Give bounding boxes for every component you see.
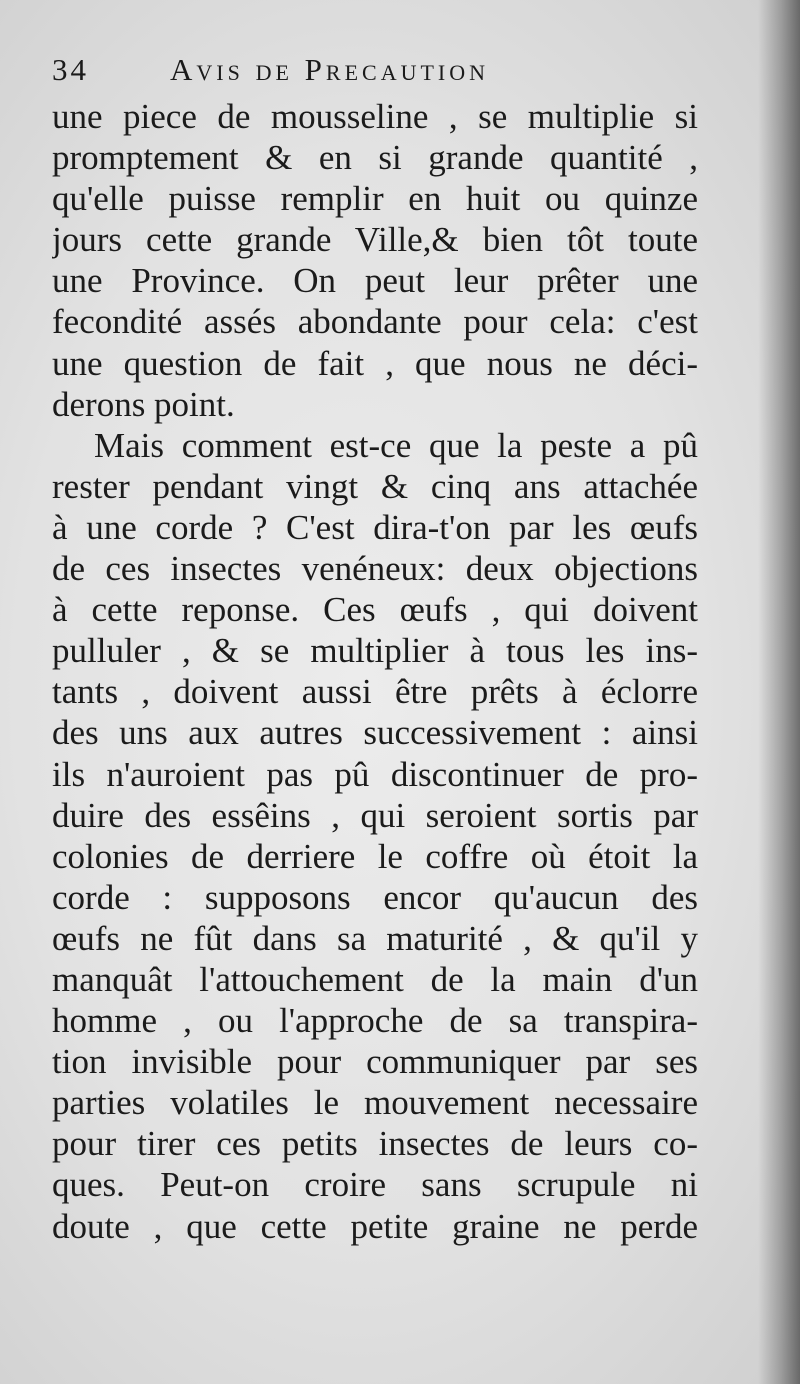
paragraph-2 xyxy=(52,425,698,1247)
running-head xyxy=(52,52,698,96)
running-title: Avis de Precaution xyxy=(170,52,490,87)
text-line: jours cette grande Ville,& bien tôt toute xyxy=(52,220,698,260)
text-line: homme , ou l'approche de sa transpira- xyxy=(52,1001,698,1041)
text-line: pour tirer ces petits insectes de leurs co- xyxy=(52,1124,698,1164)
text-line: pulluler , & se multiplier à tous les ins- xyxy=(52,631,698,671)
text-line: fecondité assés abondante pour cela: c'est xyxy=(52,302,698,342)
page-number: 34 xyxy=(52,52,89,87)
text-line: parties volatiles le mouvement necessaire xyxy=(52,1083,698,1123)
text-line: à une corde ? C'est dira-t'on par les œufs xyxy=(52,507,698,547)
text-line: ques. Peut-on croire sans scrupule ni xyxy=(52,1165,698,1205)
text-line: une piece de mousseline , se multiplie si xyxy=(52,97,698,136)
text-line: une Province. On peut leur prêter une xyxy=(52,261,698,301)
text-line: œufs ne fût dans sa maturité , & qu'il y xyxy=(52,918,698,958)
text-line: des uns aux autres successivement : ainsi xyxy=(52,713,698,753)
text-line: à cette reponse. Ces œufs , qui doivent xyxy=(52,590,698,630)
text-line: tion invisible pour communiquer par ses xyxy=(52,1042,698,1082)
text-line: colonies de derriere le coffre où étoit la xyxy=(52,836,698,876)
text-line: une question de fait , que nous ne déci- xyxy=(52,343,698,383)
text-line: derons point. xyxy=(52,384,235,424)
text-line: corde : supposons encor qu'aucun des xyxy=(52,877,698,917)
text-line: rester pendant vingt & cinq ans attachée xyxy=(52,466,698,506)
text-line: qu'elle puisse remplir en huit ou quinze xyxy=(52,179,698,219)
text-line: doute , que cette petite graine ne perde xyxy=(52,1206,698,1246)
paragraph-1 xyxy=(52,96,698,425)
text-line: Mais comment est-ce que la peste a pû xyxy=(94,425,698,465)
text-line: duire des essêins , qui seroient sortis par xyxy=(52,795,698,835)
text-line: manquât l'attouchement de la main d'un xyxy=(52,959,698,999)
text-line: ils n'auroient pas pû discontinuer de pro- xyxy=(52,754,698,794)
text-line: de ces insectes venéneux: deux objections xyxy=(52,549,698,589)
text-line: tants , doivent aussi être prêts à éclorre xyxy=(52,672,698,712)
page-text xyxy=(52,52,698,1247)
text-line: promptement & en si grande quantité , xyxy=(52,138,698,178)
